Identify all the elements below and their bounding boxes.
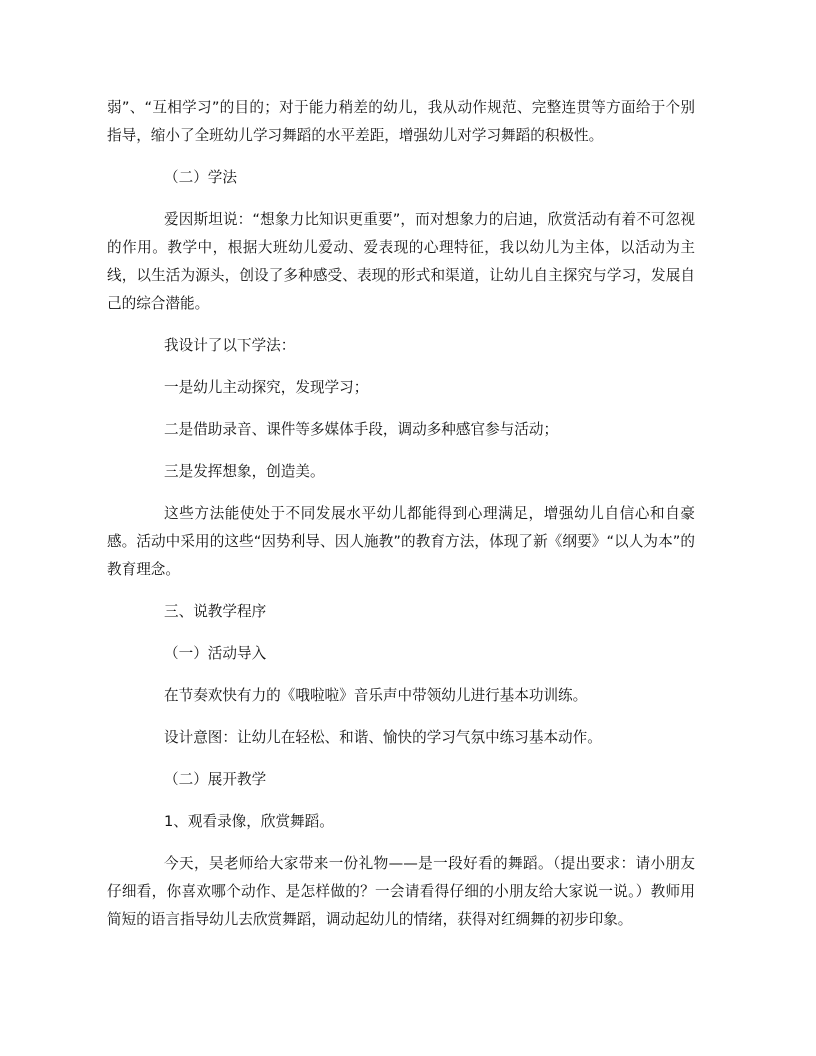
document-page	[107, 94, 695, 948]
paragraph-teacher-gift: 今天，吴老师给大家带来一份礼物——是一段好看的舞蹈。（提出要求：请小朋友仔细看，你喜欢哪个动作、是怎样做的？一会请看得仔细的小朋友给大家说一说。）教师用简短的语言指导幼儿去欣赏舞蹈，调动起幼儿的情绪，获得对红绸舞的初步印象。	[107, 855, 695, 928]
section-heading-study-method: （二）学法	[164, 169, 237, 186]
paragraph-warmup: 在节奏欢快有力的《哦啦啦》音乐声中带领幼儿进行基本功训练。	[164, 687, 588, 704]
subheading-activity-intro: （一）活动导入	[164, 645, 267, 662]
paragraph-einstein-quote: 爱因斯坦说：“想象力比知识更重要”，而对想象力的启迪，欣赏活动有着不可忽视的作用。教学中，根据大班幼儿爱动、爱表现的心理特征，我以幼儿为主体，以活动为主线，以生活为源头，创设了多种感受、表现的形式和渠道，让幼儿自主探究与学习，发展自己的综合潜能。	[107, 211, 695, 312]
paragraph-methods-intro: 我设计了以下学法：	[164, 337, 296, 354]
list-item-watch-video: 1、观看录像，欣赏舞蹈。	[164, 813, 334, 830]
paragraph-design-intent: 设计意图：让幼儿在轻松、和谐、愉快的学习气氛中练习基本动作。	[164, 729, 602, 746]
list-item-method-1: 一是幼儿主动探究，发现学习；	[164, 379, 369, 396]
list-item-method-3: 三是发挥想象，创造美。	[164, 463, 325, 480]
paragraph-methods-summary: 这些方法能使处于不同发展水平幼儿都能得到心理满足，增强幼儿自信心和自豪感。活动中采用的这些“因势利导、因人施教”的教育方法，体现了新《纲要》“以人为本”的教育理念。	[107, 505, 695, 578]
section-heading-teaching-procedure: 三、说教学程序	[164, 603, 267, 620]
paragraph-continuation: 弱”、“互相学习”的目的；对于能力稍差的幼儿，我从动作规范、完整连贯等方面给于个别指导，缩小了全班幼儿学习舞蹈的水平差距，增强幼儿对学习舞蹈的积极性。	[107, 99, 695, 144]
list-item-method-2: 二是借助录音、课件等多媒体手段，调动多种感官参与活动；	[164, 421, 559, 438]
subheading-teaching-expansion: （二）展开教学	[164, 771, 267, 788]
